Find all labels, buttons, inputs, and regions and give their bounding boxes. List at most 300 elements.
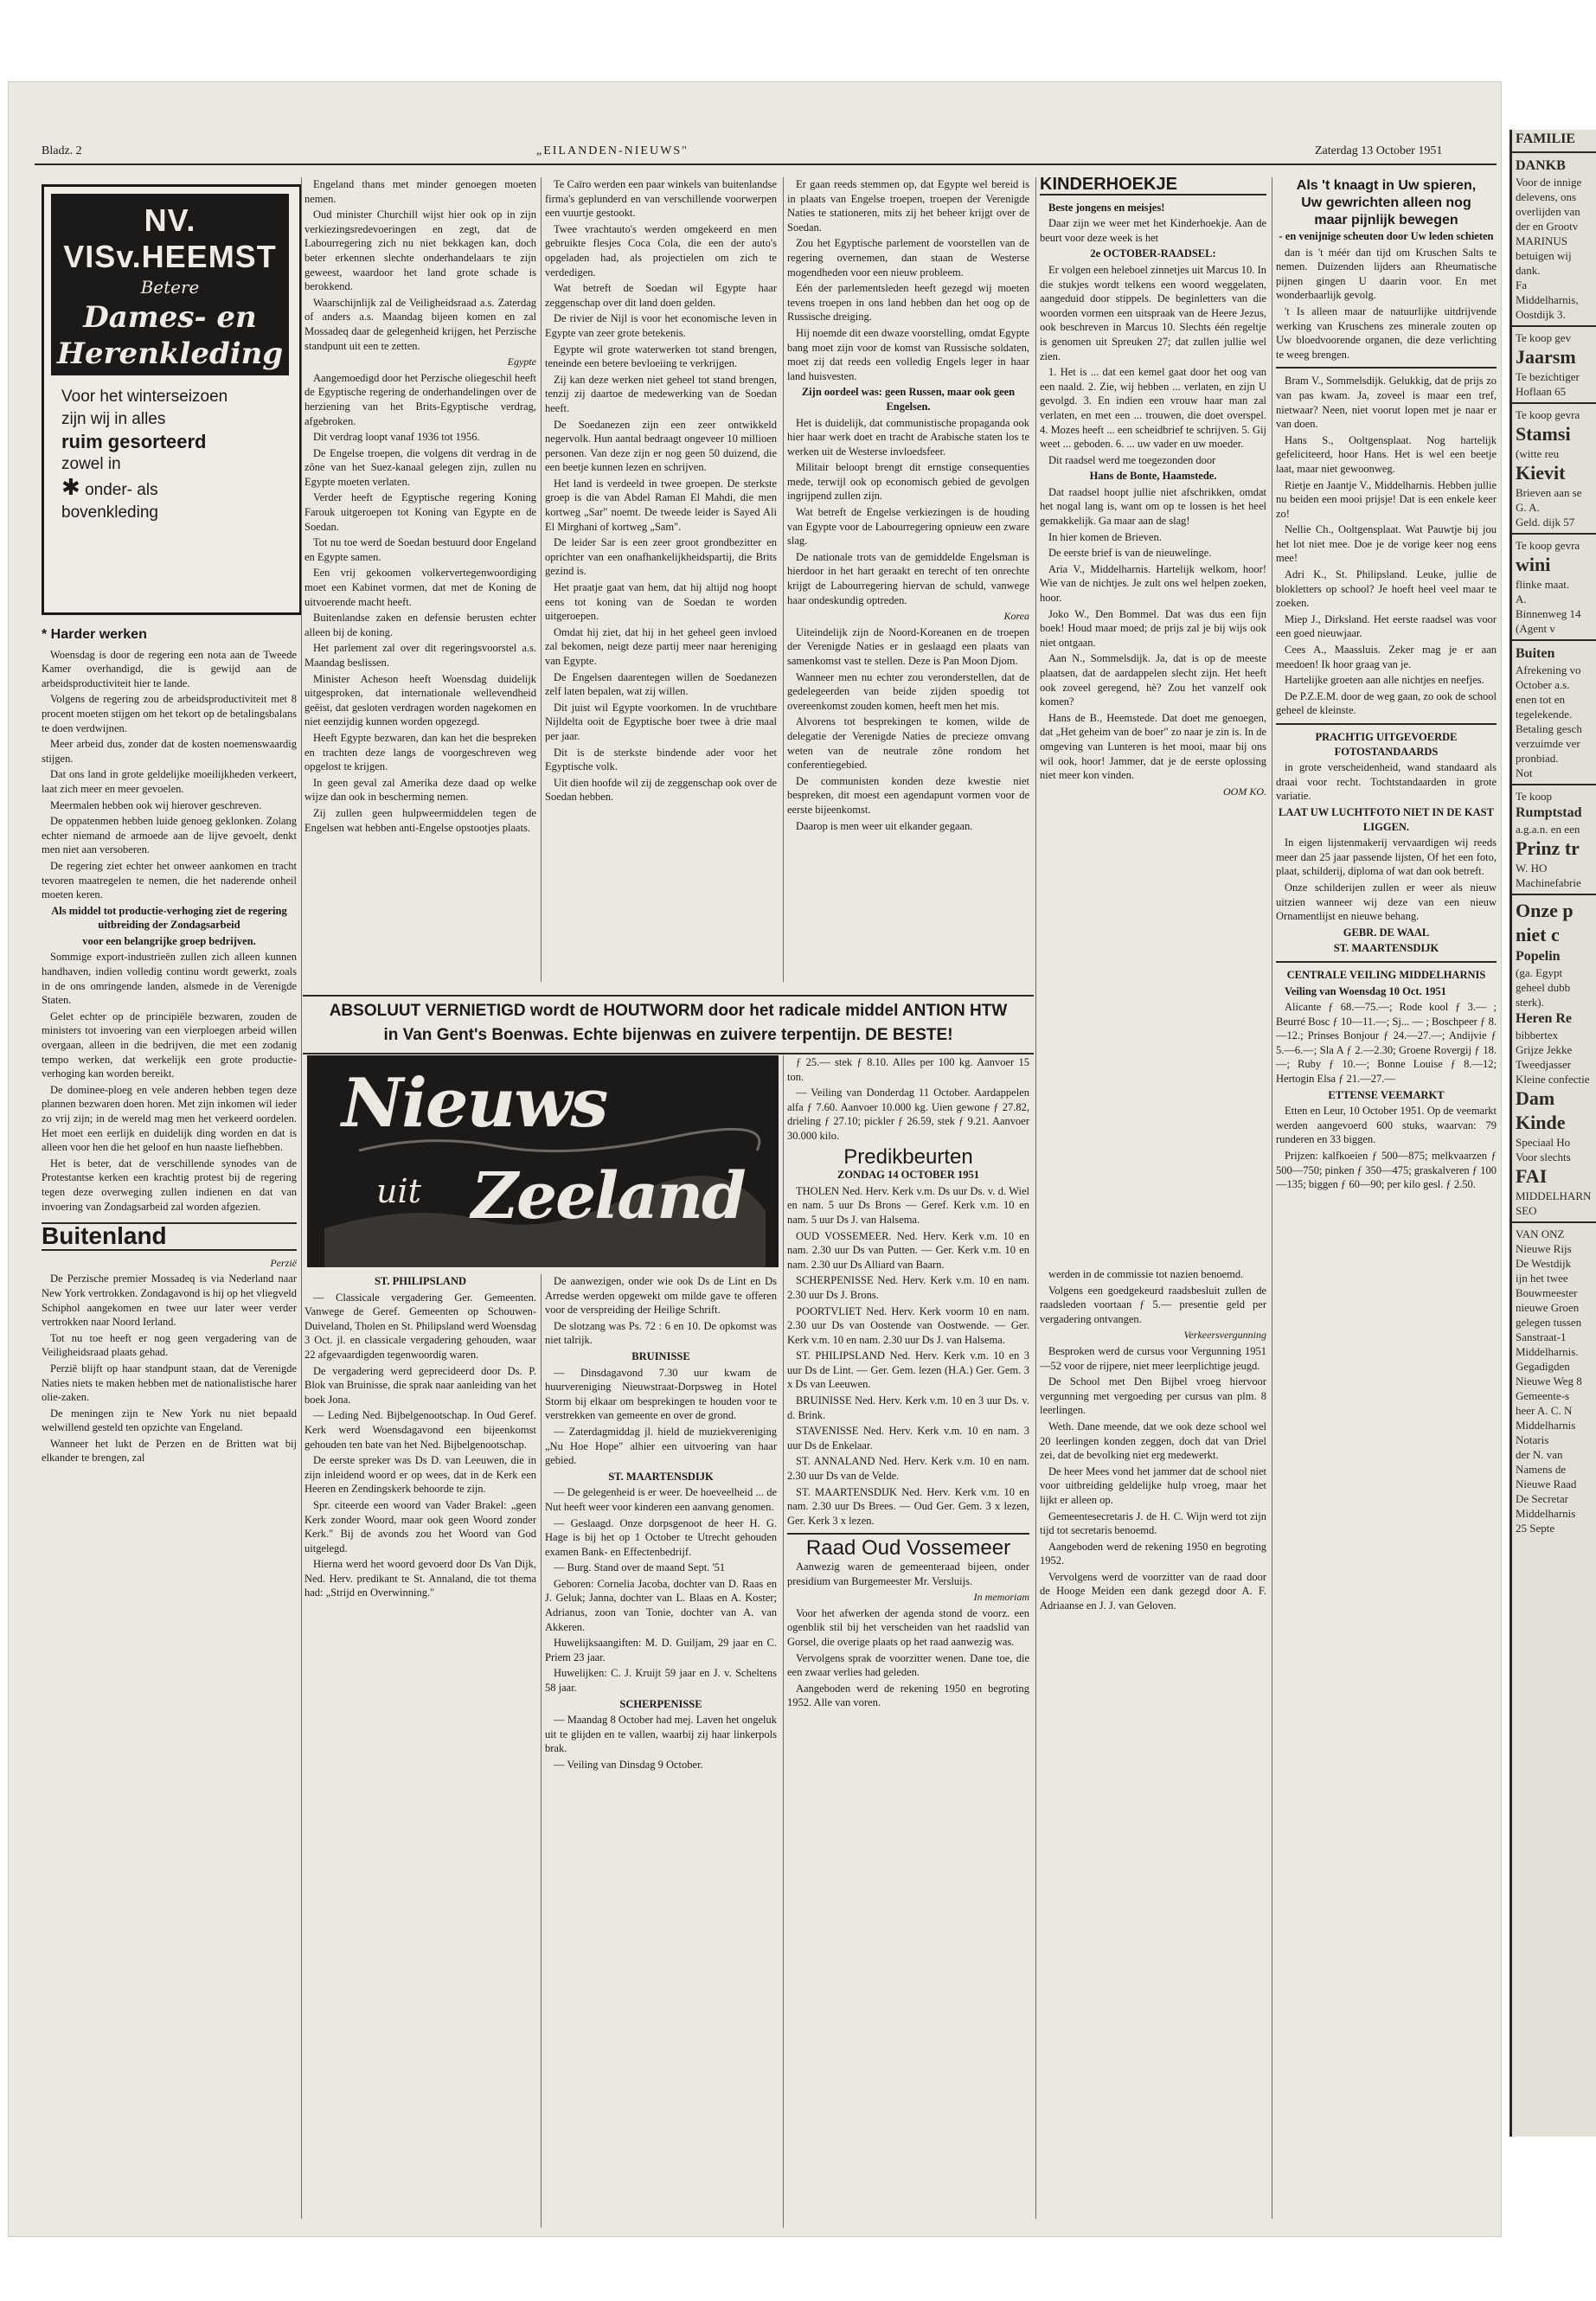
paragraph: Dat ons land in grote geldelijke moeilijkheden verkeert, laat zich meer en meer gevoelen.	[42, 768, 297, 795]
column-rule	[541, 177, 542, 982]
adjacent-page-edge	[1509, 130, 1596, 2137]
edge-line: Machinefabrie	[1516, 876, 1581, 889]
edge-line: Middelharnis	[1516, 1419, 1576, 1432]
veiling-heading: CENTRALE VEILING MIDDELHARNIS	[1286, 968, 1486, 981]
paragraph: De nationale trots van de gemiddelde Engelsman is hierdoor in het hart geraakt en terecht of ten onrechte krijgt de Labourregering hiervan de schuld, vanwege haar ondeskundig optreden.	[787, 550, 1029, 606]
paragraph: Perzië blijft op haar standpunt staan, dat de Verenigde Naties niets te maken hebben met de nationalistische harer olie-zaken.	[42, 1362, 297, 1404]
paragraph: Het parlement zal over dit regeringsvoorstel a.s. Maandag beslissen.	[304, 642, 536, 669]
paragraph: Egypte wil grote waterwerken tot stand brengen, teneinde een betere bevloeiing te verkrijgen.	[545, 343, 777, 370]
heemst-copy-4: zowel in	[61, 455, 121, 473]
paragraph: Er volgen een heleboel zinnetjes uit Marcus 10. In die stukjes wordt telkens een woord weggelaten, aangeduid door stippels. De beginletters van die woorden vormen een uitspraak van de Heere Jezus, ook beschreven in Marcus 10. Slechts één regeltje is genomen uit Spreuken 27; dat zullen jullie wel zien.	[1040, 263, 1266, 362]
edge-line: G. A.	[1516, 501, 1540, 514]
paragraph: Twee vrachtauto's werden omgekeerd en men gebruikte flesjes Coca Cola, die een der auto's opgeladen had, als projectielen om zich te verdedigen.	[545, 222, 777, 279]
letter-reply: Cees A., Maassluis. Zeker mag je er aan meedoen! Ik hoor graag van je.	[1276, 644, 1497, 670]
edge-line: ijn het twee	[1516, 1272, 1568, 1285]
paragraph: De P.Z.E.M. door de weg gaan, zo ook de school geheel de kleinste.	[1276, 689, 1497, 717]
edge-line: Dam	[1516, 1087, 1555, 1109]
paragraph: Volgens de regering zou de arbeidsproductiviteit met 8 procent moeten stijgen om het tekort op de betalingsbalans te doen verdwijnen.	[42, 693, 297, 734]
heemst-line2: Herenkleding	[56, 336, 284, 371]
rule	[1512, 325, 1596, 327]
rule	[1276, 367, 1497, 369]
edge-line: der en Grootv	[1516, 220, 1579, 233]
egypte-subheading: Egypte	[507, 356, 536, 369]
edge-line: Speciaal Ho	[1516, 1136, 1571, 1149]
paragraph: De Engelsen daarentegen willen de Soedanezen zelf laten bepalen, wat zij willen.	[545, 670, 777, 698]
rule	[1512, 1221, 1596, 1223]
edge-line: geheel dubb	[1516, 981, 1571, 994]
edge-line: flinke maat.	[1516, 578, 1570, 591]
paragraph: Militair beloopt brengt dit ernstige consequenties mede, terwijl ook op economisch gebied de gevolgen ingrijpend zullen zijn.	[787, 461, 1029, 503]
paragraph: in grote verscheidenheid, wand standaard als draai voor recht. Tochtstandaarden in grote variatie.	[1276, 761, 1497, 803]
heemst-copy-2: zijn wij in alles	[61, 410, 166, 428]
town-heading: ST. MAARTENSDIJK	[608, 1470, 714, 1483]
edge-line: Middelharnis,	[1516, 293, 1579, 306]
paragraph: Voor het afwerken der agenda stond de voorz. een ogenblik stil bij het verscheiden van het raadslid van Gorsel, die overige plaats op het raad aanwezig was.	[787, 1606, 1029, 1648]
edge-line: Tweedjasser	[1516, 1058, 1572, 1071]
veemarkt-heading: ETTENSE VEEMARKT	[1328, 1088, 1445, 1101]
letter-reply: Aria V., Middelharnis. Hartelijk welkom, hoor! Wie van de nichtjes. Je zult ons wel helpen zoeken, hoor.	[1040, 562, 1266, 605]
paragraph: Volgens een goedgekeurd raadsbesluit zullen de raadsleden voortaan ƒ 5.— presentie geld per vergadering ontvangen.	[1040, 1284, 1266, 1325]
heemst-advertisement	[42, 184, 302, 615]
paragraph: Huwelijken: C. J. Kruijt 59 jaar en J. v. Scheltens 58 jaar.	[545, 1667, 777, 1695]
edge-line: DANKB	[1516, 158, 1566, 173]
edge-line: Hoflaan 65	[1516, 385, 1567, 398]
paragraph: Hierna werd het woord gevoerd door Ds Van Dijk, Ned. Herv. predikant te St. Annaland, die tot thema had: „Strijd en Overwinning."	[304, 1558, 536, 1599]
edge-line: Nieuwe Raad	[1516, 1477, 1577, 1490]
edge-line: Sanstraat-1	[1516, 1330, 1567, 1343]
paragraph: Huwelijksaangiften: M. D. Guiljam, 29 jaar en C. Priem 23 jaar.	[545, 1637, 777, 1663]
edge-line: Geld. dijk 57	[1516, 516, 1575, 529]
paragraph: Te Caïro werden een paar winkels van buitenlandse firma's geplunderd en van verschillende voorwerpen een vuurtje gestookt.	[545, 178, 777, 220]
paragraph: Gemeentesecretaris J. de H. C. Wijn werd tot zijn tijd tot secretaris benoemd.	[1040, 1509, 1266, 1537]
paragraph: — Veiling van Dinsdag 9 October.	[554, 1759, 703, 1771]
raadsel-heading: 2e OCTOBER-RAADSEL:	[1090, 247, 1216, 260]
paragraph: Dat raadsel hoopt jullie niet afschrikken, omdat het nogal lang is, want om op te lossen is het heel gemakkelijk. Ga maar aan de slag!	[1040, 485, 1266, 528]
paragraph: Tot nu toe werd de Soedan bestuurd door Engeland en Egypte samen.	[304, 536, 536, 563]
antion-line-2: in Van Gent's Boenwas. Echte bijenwas en zuivere terpentijn. DE BESTE!	[383, 1026, 953, 1044]
paragraph: Daar zijn we weer met het Kinderhoekje. Aan de beurt voor deze week is het	[1040, 217, 1266, 244]
paragraph: — Maandag 8 October had mej. Laven het ongeluk uit te glijden en te vallen, waarbij zij haar linkerpols brak.	[545, 1714, 777, 1755]
paragraph: Dit juist wil Egypte voorkomen. In de vruchtbare Nijldelta ooit de Egyptische boer twee à drie maal per jaar.	[545, 701, 777, 742]
service-entry: STAVENISSE Ned. Herv. Kerk v.m. 10 en nam. 3 uur Ds de Enkelaar.	[787, 1425, 1029, 1452]
paragraph: De School met Den Bijbel vroeg hiervoor vergunning met vergoeding per cursus van plm. 8 leerlingen.	[1040, 1375, 1266, 1417]
paragraph: Het land is verdeeld in twee groepen. De sterkste groep is die van Abdel Raman El Mahdi, die men kortweg „Sar" noemt. De tweede leider is Sayed Ali El Mirghani of kortweg „Sam".	[545, 477, 777, 533]
edge-line: Rumptstad	[1516, 805, 1582, 820]
rule	[1512, 894, 1596, 895]
paragraph: De regering ziet echter het onweer aankomen en tracht tevoren maatregelen te nemen, die het naderende onheil moeten keren.	[42, 859, 297, 901]
edge-line: a.g.a.n. en een	[1516, 823, 1580, 836]
subheading: Zijn oordeel was: geen Russen, maar ook geen Engelsen.	[801, 386, 1016, 413]
paragraph: Buitenlandse zaken en defensie berusten echter alleen bij de koning.	[304, 612, 536, 638]
edge-line: Prinz tr	[1516, 837, 1580, 859]
paragraph: Alvorens tot besprekingen te komen, wilde de delegatie der Verenigde Naties de precieze omvang weten van de neutrale zône rondom het conferentiegebied.	[787, 715, 1029, 772]
paragraph: De communisten konden deze kwestie niet bespreken, dit moest een agendapunt vormen voor de eerste bijeenkomst.	[787, 774, 1029, 816]
service-entry: ST. PHILIPSLAND Ned. Herv. Kerk v.m. 10 en 3 uur Ds de Lint. — Ger. Gem. lezen (H.A.) Ger. Gem. 3 x Ds van Leeuwen.	[787, 1349, 1029, 1391]
predikbeurten-heading: Predikbeurten	[843, 1144, 973, 1169]
paragraph: De vergadering werd geprecideerd door Ds. P. Blok van Bruinisse, die sprak naar aanleiding van het boek Jona.	[304, 1364, 536, 1406]
rule	[1276, 723, 1497, 725]
page-number: Bladz. 2	[42, 144, 82, 157]
edge-line: dank.	[1516, 264, 1541, 277]
paragraph: Meermalen hebben ook wij hierover geschreven.	[50, 798, 262, 811]
paragraph: De oppatenmen hebben luide genoeg geklonken. Zolang echter niemand de armoede aan de lijve gevoelt, denkt men niet aan versoberen.	[42, 815, 297, 856]
paragraph: Weth. Dane meende, dat we ook deze school wel 20 leerlingen konden zeggen, doch dat van Driel zei, dat de bevolking niet erg medewerkt.	[1040, 1420, 1266, 1462]
paragraph: Aangeboden werd de rekening 1950 en begroting 1952.	[1040, 1540, 1266, 1567]
heemst-line1: Dames- en	[83, 300, 257, 335]
masthead	[9, 82, 1501, 164]
edge-line: Notaris	[1516, 1433, 1549, 1446]
paragraph: De eerste spreker was Ds D. van Leeuwen, die in zijn inleidend woord er op wees, dat in de Kerk een Heeren en Zendingskerk behoorde te zijn.	[304, 1454, 536, 1496]
edge-line: Bouwmeester	[1516, 1286, 1578, 1299]
paragraph: — Classicale vergadering Ger. Gemeenten. Vanwege de Geref. Gemeenten op Schouwen-Duiveland, Tholen en St. Philipsland werd Woensdag 3 Oct. jl. en classicale vergadering gehouden, waar 22 afgevaardigden tegenwoordig waren.	[304, 1291, 536, 1361]
letter-reply: Joko W., Den Bommel. Dat was dus een fijn boek! Houd maar moed; de prijs zal je bij wijs ook niet ontgaan.	[1040, 607, 1266, 649]
issue-date: Zaterdag 13 October 1951	[1315, 144, 1443, 157]
town-heading: SCHERPENISSE	[619, 1697, 702, 1710]
paragraph: Geboren: Cornelia Jacoba, dochter van D. Raas en J. Geluk; Janna, dochter van L. Blaas en A. Koster; Adrianus, zoon van Tonie, dochter van A. van Akkeren.	[545, 1577, 777, 1633]
edge-line: Betaling gesch	[1516, 722, 1582, 735]
edge-line: delevens, ons	[1516, 190, 1577, 203]
paragraph: Spr. citeerde een woord van Vader Brakel: „geen Kerk zonder Woord, maar ook geen Woord zonder Kerk." Bij de avonds zou het Woord van God uitgelegd.	[304, 1498, 536, 1554]
paragraph: Wanneer het lukt de Perzen en de Britten wat bij elkander te brengen, zal	[42, 1437, 297, 1465]
edge-line: Middelharnis.	[1516, 1345, 1579, 1358]
rule	[1512, 402, 1596, 404]
korea-subheading: Korea	[1003, 610, 1029, 623]
antion-line-1: ABSOLUUT VERNIETIGD wordt de HOUTWORM door het radicale middel ANTION HTW	[329, 1002, 1008, 1020]
paragraph: — Geslaagd. Onze dorpsgenoot de heer H. G. Hage is bij het op 1 October te Utrecht gehouden examen Bank- en Effectenbedrijf.	[545, 1516, 777, 1558]
letter-reply: Adri K., St. Philipsland. Leuke, jullie de blokletters op school? Je hoeft heel veel maar te zoeken.	[1276, 568, 1497, 610]
fotostandaards-heading: PRACHTIG UITGEVOERDE FOTOSTANDAARDS	[1315, 731, 1458, 758]
heemst-place: MIDDELHARNIS	[93, 375, 194, 388]
paragraph: De Perzische premier Mossadeq is via Nederland naar New York vertrokken. Zondagavond is hij op het vliegveld Schiphol aangekomen en twee uur later weer verder vertrokken naar Noord Ierland.	[42, 1272, 297, 1329]
town-heading: ST. PHILIPSLAND	[374, 1275, 467, 1287]
paragraph: Zij zullen geen hulpweermiddelen tegen de Engelsen wat hebben anti-Engelse opstootjes plaats.	[304, 806, 536, 834]
heemst-tel: TEL. 74	[197, 375, 247, 388]
paragraph: Het is beter, dat de verschillende synodes van de Protestantse kerken een krachtig protest bij de regering tegen deze overweging zullen indienen en dat van invoering van Zondagsarbeid zal worden afgezien.	[42, 1157, 297, 1213]
rule	[1276, 961, 1497, 963]
paragraph: — Veiling van Donderdag 11 October. Aardappelen alfa ƒ 7.60. Aanvoer 10.000 kg. Uien gewone ƒ 27.82, drieling ƒ 27.10; pickler ƒ 26.59, stek ƒ 9.21. Aanvoer 30.000 kilo.	[787, 1086, 1029, 1142]
letter-reply: Nellie Ch., Ooltgensplaat. Wat Pauwtje bij jou het lot niet mee. Doe je de vorige keer nog eens mee!	[1276, 523, 1497, 565]
paragraph: Wanneer men nu echter zou veronderstellen, dat de gedelegeerden van beide zijden spoedig tot overeenkomst zouden komen, heeft men het mis.	[787, 670, 1029, 712]
paragraph: werden in de commissie tot nazien benoemd.	[1048, 1268, 1244, 1280]
paragraph: Uiteindelijk zijn de Noord-Koreanen en de troepen der Verenigde Naties er in geslaagd een plaats van samenkomst vast te stellen. Deze is Pan Moon Djom.	[787, 625, 1029, 667]
paragraph: 't Is alleen maar de natuurlijke uitdrijvende werking van Kruschens zes minerale zouten op Uw bloedvoorende organen, die deze verlichting te weeg brengen.	[1276, 304, 1497, 361]
edge-line: wini	[1516, 554, 1551, 575]
paragraph: Prijzen: kalfkoeien ƒ 500—875; melkvaarzen ƒ 500—750; pinken ƒ 350—475; graskalveren ƒ 100—135; biggen ƒ 60—90; per kilo gesl. ƒ 2.50.	[1276, 1150, 1497, 1191]
paragraph: Meer arbeid dus, zonder dat de kosten noemenswaardig stijgen.	[42, 738, 297, 765]
rule	[1512, 533, 1596, 535]
paragraph: In eigen lijstenmakerij vervaardigen wij reeds meer dan 25 jaar passende lijsten, Of het een foto, plaat, schilderij, diploma of wat dan ook betreft.	[1276, 836, 1497, 878]
zeeland-column-3	[787, 1055, 1029, 2227]
paragraph: — Burg. Stand over de maand Sept. '51	[554, 1561, 726, 1574]
service-entry: THOLEN Ned. Herv. Kerk v.m. Ds uur Ds. v. d. Wiel en nam. 5 uur Ds Brons — Geref. Kerk v.m. 10 en nam. 5 uur Ds J. van Halsema.	[787, 1184, 1029, 1226]
edge-line: MIDDELHARN	[1516, 1189, 1592, 1202]
masthead-rule	[35, 163, 1497, 165]
column-4	[787, 177, 1029, 982]
service-entry: POORTVLIET Ned. Herv. Kerk voorm 10 en nam. 2.30 uur Ds van Oostende van Oostwende. — Ger. Kerk v.m. 10 en nam. 2.30 uur Ds J. van Halsema.	[787, 1304, 1029, 1346]
heemst-copy	[61, 386, 286, 524]
paragraph: Alicante ƒ 68.—75.—; Rode kool ƒ 3.— ; Beurré Bosc ƒ 10—11.—; Sj... — ; Boschpeer ƒ 8.—12.; Prinses Bonjour ƒ 24.—27.—; Andijvie ƒ 5.—6.—; Sla A ƒ 2.—2.30; Groene Rovergij ƒ 18.—; Ruby ƒ 10.—; Bonne Louise ƒ 8.—12; Hertogin Elsa ƒ 21.—27.—	[1276, 1001, 1497, 1086]
zeeland-zeeland: Zeeland	[471, 1159, 745, 1234]
paragraph: Aanwezig waren de gemeenteraad bijeen, onder presidium van Burgemeester Mr. Versluijs.	[787, 1561, 1029, 1587]
paragraph: De Soedanezen zijn een zeer ontwikkeld negervolk. Hun aantal bedraagt ongeveer 10 millioen personen. Van deze zijn er nog geen 50 duizend, die een beetje kunnen lezen en schrijven.	[545, 418, 777, 474]
signature: ST. MAARTENSDIJK	[1333, 942, 1439, 955]
edge-line: A.	[1516, 593, 1527, 606]
edge-line: Jaarsm	[1516, 346, 1576, 368]
luchtfoto-heading: LAAT UW LUCHTFOTO NIET IN DE KAST LIGGEN.	[1279, 805, 1494, 833]
edge-line: overlijden van	[1516, 205, 1580, 218]
edge-line: niet c	[1516, 924, 1560, 945]
edge-line: Fa	[1516, 279, 1527, 292]
heemst-tagline: Betere	[140, 277, 200, 298]
edge-line: (witte reu	[1516, 447, 1560, 460]
edge-line: Heren Re	[1516, 1011, 1573, 1026]
heemst-logo	[51, 194, 289, 388]
paragraph: De heer Mees vond het jammer dat de school niet voor uitbreiding geldelijke hulp vroeg, maar het lijkt er alleen op.	[1040, 1465, 1266, 1506]
star-icon: ✱	[61, 474, 80, 500]
edge-line: Binnenweg 14	[1516, 607, 1581, 620]
edge-line: Kinde	[1516, 1112, 1566, 1133]
paragraph: De eerste brief is van de nieuwelinge.	[1048, 547, 1212, 560]
edge-line: enen tot en	[1516, 693, 1566, 706]
paragraph: De rivier de Nijl is voor het economische leven in Egypte van zeer grote betekenis.	[545, 312, 777, 339]
paragraph: Daarop is men weer uit elkander gegaan.	[796, 819, 973, 832]
paragraph: De Engelse troepen, die volgens dit verdrag in de zône van het Suez-kanaal gelegen zijn, zullen nu Egypte moeten verlaten.	[304, 446, 536, 488]
perzie-subheading: Perzië	[270, 1256, 297, 1269]
edge-line: Nieuwe Rijs	[1516, 1242, 1572, 1255]
paragraph: Aangemoedigd door het Perzische oliegeschil heeft de Egyptische regering de onderhandelingen over de herziening van het Brits-Egyptische verdrag, afgebroken.	[304, 371, 536, 427]
paragraph: De leider Sar is een zeer groot grondbezitter en oprichter van een onafhankelijkheidspartij, die Brits gezind is.	[545, 536, 777, 578]
edge-line: Te koop	[1516, 790, 1553, 803]
heemst-copy-6: bovenkleding	[61, 503, 158, 522]
paragraph: — Zaterdagmiddag jl. hield de muziekvereniging „Nu Hoe Hope" alhier een uitvoering van haar gebied.	[545, 1425, 777, 1467]
paragraph: Dit verdrag loopt vanaf 1936 tot 1956.	[313, 431, 480, 444]
letter-reply: Hans de B., Heemstede. Dat doet me genoegen, dat „Het geheim van de boer" zo naar je zin is. In de omgeving van Lunteren is het mooi, maar bij ons wil ook, hoor! Jammer, dat je de eerste oplossing niet meer kon vinden.	[1040, 711, 1266, 782]
service-entry: OUD VOSSEMEER. Ned. Herv. Kerk v.m. 10 en nam. 2.30 uur Ds van Putten. — Ger. Kerk v.m. 10 en nam. 2.30 uur Ds Alliard van Baarn.	[787, 1229, 1029, 1271]
column-3	[545, 177, 777, 982]
kinderhoekje-heading: KINDERHOEKJE	[1040, 177, 1266, 195]
signature: GEBR. DE WAAL	[1343, 926, 1430, 939]
edge-line: Voor de innige	[1516, 176, 1582, 189]
edge-line: Oostdijk 3.	[1516, 308, 1566, 321]
edge-line: heer A. C. N	[1516, 1404, 1573, 1417]
edge-line: Gemeente-s	[1516, 1389, 1570, 1402]
column-6	[1276, 177, 1497, 2219]
paragraph: In hier komen de Brieven.	[1048, 530, 1162, 543]
paragraph: Etten en Leur, 10 October 1951. Op de veemarkt werden aangevoerd 600 stuks, waarvan: 79 runderen en 33 biggen.	[1276, 1105, 1497, 1146]
paragraph: Eén der parlementsleden heeft gezegd wij moeten tevens troepen in ons land hebben dan het oog op de Russische dreiging.	[787, 282, 1029, 324]
column-rule	[783, 1055, 784, 2227]
zeeland-uit: uit	[376, 1172, 421, 1210]
edge-line: Afrekening vo	[1516, 663, 1581, 676]
edge-line: W. HO	[1516, 862, 1548, 875]
rule	[1512, 784, 1596, 785]
paragraph: 1. Het is ... dat een kemel gaat door het oog van een naald. 2. Zie, wij hebben ... verlaten, en zijn U gevolgd. 3. En indien een vrouw haar man zal verlaten, en met een ... trouwen, die doet overspel. 4. Mozes heeft ... een scheidbrief te schrijven. 5. Gij weet ... geboden. 6. ... uw vader en uw moeder.	[1040, 366, 1266, 451]
paragraph: Tot nu toe heeft er nog geen vergadering van de Veiligheidsraad plaats gehad.	[42, 1331, 297, 1359]
kruschen-heading-2: Uw gewrichten alleen nog	[1301, 195, 1471, 210]
paragraph: Uit dien hoofde wil zij de zeggenschap ook over de Soedan hebben.	[545, 776, 777, 804]
edge-line: sterk).	[1516, 996, 1544, 1009]
paragraph: Zou het Egyptische parlement de voorstellen van de regering overnemen, dan staan de Westerse mogendheden voor een nieuw probleem.	[787, 237, 1029, 279]
paragraph: Sommige export-industrieën zullen zich alleen kunnen handhaven, indien volledig continu wordt gewerkt, zoals in de ons omringende landen, alsmede in de Verenigde Staten.	[42, 951, 297, 1007]
newspaper-title: „EILANDEN-NIEUWS"	[536, 144, 689, 157]
date-line: ZONDAG 14 OCTOBER 1951	[836, 1169, 980, 1182]
edge-line: SEO	[1516, 1204, 1537, 1217]
kruschen-heading-3: maar pijnlijk bewegen	[1314, 213, 1458, 228]
paragraph: Heeft Egypte bezwaren, dan kan het die bespreken en trachten deze langs de voorgeschreven weg opgelost te krijgen.	[304, 731, 536, 773]
harder-werken-heading: * Harder werken	[42, 627, 147, 642]
edge-line: betuigen wij	[1516, 249, 1572, 262]
paragraph: Onze schilderijen zullen er weer als nieuw uitzien wanneer wij deze van een nieuw Ornamentlijst en nieuwe behang.	[1276, 881, 1497, 923]
paragraph: Omdat hij ziet, dat hij in het geheel geen invloed zal bekomen, neigt deze partij meer naar hereniging van Egypte.	[545, 625, 777, 667]
paragraph: Hij noemde dit een dwaze voorstelling, omdat Egypte bang moet zijn voor de komst van Russische soldaten, moet zij dat reeds een volledig Engels leger in haar land huisvesten.	[787, 326, 1029, 382]
edge-line: October a.s.	[1516, 678, 1570, 691]
in-memoriam-subheading: In memoriam	[973, 1591, 1029, 1604]
paragraph: Besproken werd de cursus voor Vergunning 1951—52 voor de rijpere, niet meer leerplichtige jeugd.	[1040, 1344, 1266, 1372]
rule	[787, 1533, 1029, 1535]
edge-line: Namens de	[1516, 1463, 1567, 1476]
edge-line: Kievit	[1516, 462, 1566, 484]
paragraph: Wat betreft de Engelse verkiezingen is de houding van Egypte voor de Labourregering opnieuw een zware slag.	[787, 506, 1029, 548]
paragraph: — Dinsdagavond 7.30 uur kwam de huurvereniging Nieuwstraat-Dorpsweg in Hotel Storm bij elkaar om besprekingen te houden voor te verstrekken van gemeente en over de grond.	[545, 1366, 777, 1422]
edge-line: verzuimde ver	[1516, 737, 1580, 750]
service-entry: ST. MAARTENSDIJK Ned. Herv. Kerk v.m. 10 en nam. 2.30 uur Ds Brees. — Oud Ger. Gem. 3 x lezen, Ger. Kerk 3 x lezen.	[787, 1485, 1029, 1527]
paragraph: dan is 't méér dan tijd om Kruschen Salts te nemen. Duizenden lijders aan Rheumatische pijnen gingen U daarin voor. En met wonderbaarlijk gevolg.	[1276, 246, 1497, 302]
letter-reply: Bram V., Sommelsdijk. Gelukkig, dat de prijs zo van pas kwam. Ja, zoveel is maar een tref, nietwaar? Neen, niet voorut lopen met je naar er van doen.	[1276, 375, 1497, 431]
edge-line: Nieuwe Weg 8	[1516, 1375, 1582, 1388]
rule	[1512, 639, 1596, 641]
letter-reply: Miep J., Dirksland. Het eerste raadsel was voor een goed nieuwjaar.	[1276, 612, 1497, 640]
column-rule	[783, 177, 784, 982]
edge-line: pronbiad.	[1516, 752, 1559, 765]
paragraph: De slotzang was Ps. 72 : 6 en 10. De opkomst was niet talrijk.	[545, 1319, 777, 1347]
edge-line: Grijze Jekke	[1516, 1043, 1573, 1056]
column-rule	[301, 177, 302, 2219]
heemst-brand: NV. VISv.HEEMST	[63, 202, 277, 274]
edge-line: Kleine confectie	[1516, 1073, 1590, 1086]
subheading: voor een belangrijke groep bedrijven.	[82, 934, 256, 947]
edge-line: Gegadigden	[1516, 1360, 1570, 1373]
paragraph: Gelet echter op de principiële bezwaren, zouden de ministers tot invoering van een vierploegen arbeid willen overgaan, alleen in die bedrijven, die met een zodanig tempo werken, dat werkelijk een grote productie-verhoging kan worden bereikt.	[42, 1009, 297, 1080]
subheading: Verkeersvergunning	[1183, 1329, 1266, 1342]
kruschen-heading-1: Als 't knaagt in Uw spieren,	[1296, 178, 1477, 193]
paragraph: Het praatje gaat van hem, dat hij altijd nog hoopt eens tot koning van de Soedan te worden uitgeroepen.	[545, 581, 777, 623]
newspaper-page	[9, 82, 1501, 2236]
paragraph: In geen geval zal Amerika deze daad op welke wijze dan ook in bescherming nemen.	[304, 776, 536, 804]
column-1	[42, 623, 297, 2223]
zeeland-column-2	[545, 1274, 777, 2227]
edge-line: der N. van	[1516, 1448, 1563, 1461]
edge-line: Te koop gevra	[1516, 408, 1580, 421]
town-heading: BRUINISSE	[631, 1349, 690, 1362]
service-entry: BRUINISSE Ned. Herv. Kerk v.m. 10 en 3 uur Ds. v. d. Brink.	[787, 1394, 1029, 1421]
credit: Hans de Bonte, Haamstede.	[1089, 470, 1217, 483]
letter-reply: Hans S., Ooltgensplaat. Nog hartelijk gefeliciteerd, hoor Hans. Het is wel een beetje laat, maar niet gewoonweg.	[1276, 433, 1497, 475]
paragraph: Vervolgens werd de voorzitter van de raad door de Hooge Meiden een dank gezegd door A. F. Adriaanse en J. J. van Geloven.	[1040, 1570, 1266, 1612]
edge-line: Voor slechts	[1516, 1150, 1571, 1163]
edge-line: De Secretar	[1516, 1492, 1568, 1505]
column-2	[304, 177, 536, 982]
edge-line: Stamsi	[1516, 423, 1571, 445]
paragraph: — De gelegenheid is er weer. De hoeveelheid ... de Nut heeft weer voor kinderen een aanvang genomen.	[545, 1486, 777, 1513]
edge-line: De Westdijk	[1516, 1257, 1572, 1270]
subheading: Als middel tot productie-verhoging ziet de regering uitbreiding der Zondagsarbeid	[51, 904, 287, 932]
paragraph: Engeland thans met minder genoegen moeten nemen.	[304, 178, 536, 205]
edge-line: tegelekende.	[1516, 708, 1573, 721]
edge-line: Te koop gevra	[1516, 539, 1580, 552]
edge-line: gelegen tussen	[1516, 1316, 1582, 1329]
edge-line: VAN ONZ	[1516, 1227, 1565, 1240]
edge-line: bibbertex	[1516, 1029, 1559, 1042]
edge-line: nieuwe Groen	[1516, 1301, 1580, 1314]
paragraph: Dit is de sterkste bindende ader voor het Egyptische volk.	[545, 746, 777, 773]
paragraph: Hartelijke groeten aan alle nichtjes en neefjes.	[1285, 674, 1484, 687]
edge-line: FAI	[1516, 1165, 1548, 1187]
edge-line: Te bezichtiger	[1516, 370, 1580, 383]
letter-reply: Aan N., Sommelsdijk. Ja, dat is op de meeste plaatsen, dat de aardappelen slecht zijn. Het heeft ook zoveel geregend, hè? Zou het vanzelf ook komen?	[1040, 652, 1266, 708]
heemst-copy-5: onder- als	[85, 481, 158, 499]
edge-line: Brieven aan se	[1516, 486, 1582, 499]
paragraph: Oud minister Churchill wijst hier ook op in zijn verkiezingsredevoeringen en zegt, dat de Labourregering zich nu niet bekkagen kan, doch beter erkennen slechte onderhandelaars te zijn geweest, waardoor het land grote schade is berokkend.	[304, 208, 536, 293]
paragraph: ƒ 25.— stek ƒ 8.10. Alles per 100 kg. Aanvoer 15 ton.	[787, 1056, 1029, 1083]
paragraph: Verder heeft de Egyptische regering Koning Farouk uitgeroepen tot Koning van Egypte en de Soedan.	[304, 491, 536, 533]
service-entry: SCHERPENISSE Ned. Herv. Kerk v.m. 10 en nam. 2.30 uur Ds J. Brons.	[787, 1274, 1029, 1301]
letter-reply: Rietje en Jaantje V., Middelharnis. Hebben jullie nu beiden een mooi prijsje! Dat is een enkele keer zo!	[1276, 478, 1497, 520]
raad-oud-vossemeer-heading: Raad Oud Vossemeer	[805, 1536, 1011, 1561]
paragraph: Waarschijnlijk zal de Veiligheidsraad a.s. Zaterdag of anders a.s. Maandag bijeen komen en zal Mossadeq daar de gelegenheid krijgen, het Perzische standpunt uit een te zetten.	[304, 296, 536, 352]
paragraph: Het is duidelijk, dat communistische propaganda ook hier haar werk doet en tracht de Arabische staten los te werken uit de Westerse invloedsfeer.	[787, 416, 1029, 458]
paragraph: Aangeboden werd de rekening 1950 en begroting 1952. Alle van voren.	[787, 1682, 1029, 1709]
service-entry: ST. ANNALAND Ned. Herv. Kerk v.m. 10 en nam. 2.30 uur Ds van de Velde.	[787, 1455, 1029, 1483]
paragraph: Wat betreft de Soedan wil Egypte haar zeggenschap over dit land doen gelden.	[545, 282, 777, 309]
edge-line: Popelin	[1516, 949, 1561, 964]
paragraph: De aanwezigen, onder wie ook Ds de Lint en Ds Arredse werden opgewekt om milde gave te offeren voor de verspreiding der Heilige Schrift.	[545, 1275, 777, 1317]
edge-line: Buiten	[1516, 646, 1555, 661]
signature: OOM KO.	[1223, 785, 1266, 798]
edge-line: (Agent v	[1516, 622, 1555, 635]
greeting: Beste jongens en meisjes!	[1048, 201, 1165, 214]
column-rule	[541, 1274, 542, 2227]
edge-line: Te koop gev	[1516, 331, 1572, 344]
paragraph: Woensdag is door de regering een nota aan de Tweede Kamer overhandigd, die is gewijd aan de arbeidsproductiviteit hier te lande.	[42, 648, 297, 689]
rule	[1512, 151, 1596, 153]
zeeland-nieuws: Nieuws	[342, 1064, 607, 1143]
edge-line: FAMILIE	[1516, 131, 1576, 146]
paragraph: Er gaan reeds stemmen op, dat Egypte wel bereid is in plaats van Engelse troepen, troepen der Verenigde Naties te stationeren, mits zij het beheer krijgt over de Soedan.	[787, 178, 1029, 234]
paragraph: Dit raadsel werd me toegezonden door	[1048, 453, 1216, 466]
paragraph: Veiling van Woensdag 10 Oct. 1951	[1285, 984, 1446, 997]
edge-line: (ga. Egypt	[1516, 966, 1563, 979]
paragraph: De meningen zijn te New York nu niet bepaald welwillend gesteld ten opzichte van Engeland.	[42, 1407, 297, 1434]
paragraph: Zij kan deze werken niet geheel tot stand brengen, tenzij zij daartoe de medewerking van de Soedan heeft.	[545, 373, 777, 414]
edge-line: Onze p	[1516, 900, 1574, 921]
paragraph: Een vrij gekoomen volkervertegenwoordiging moet een Kabinet vormen, dat met de Koning de uitvoerende macht heeft.	[304, 567, 536, 608]
buitenland-heading: Buitenland	[42, 1222, 297, 1251]
kruschen-heading-4: - en venijnige scheuten door Uw leden schieten	[1279, 230, 1494, 242]
nieuws-uit-zeeland-logo	[307, 1055, 779, 1267]
heemst-copy-3: ruim gesorteerd	[61, 431, 207, 452]
paragraph: Vervolgens sprak de voorzitter wenen. Dane toe, die een zwaar verlies had geleden.	[787, 1651, 1029, 1679]
edge-line: Middelharnis	[1516, 1507, 1576, 1520]
paragraph: De dominee-ploeg en vele anderen hebben tegen deze plannen bezwaren doen horen. Met zijn inkomen wil ieder zo vrij zijn; in de wereld mag men het verkeerd oordelen. Het moet een eerlijk en duidelijk ding worden en dat is alleen voor hen die het geloof en hun naaste liefhebben.	[42, 1083, 297, 1154]
antion-advertisement	[303, 995, 1034, 1054]
column-rule	[1035, 177, 1036, 2219]
paragraph: Minister Acheson heeft Woensdag duidelijk uitgesproken, dat internationale wellevendheid geëist, dat gesloten verdragen worden nagekomen en niet eenzijdig kunnen worden opgezegd.	[304, 672, 536, 728]
edge-line: MARINUS	[1516, 234, 1567, 247]
heemst-copy-1: Voor het winterseizoen	[61, 388, 228, 406]
edge-line: 25 Septe	[1516, 1522, 1555, 1535]
kinderhoekje-column	[1040, 177, 1266, 1250]
raad-continued-column	[1040, 1267, 1266, 2227]
